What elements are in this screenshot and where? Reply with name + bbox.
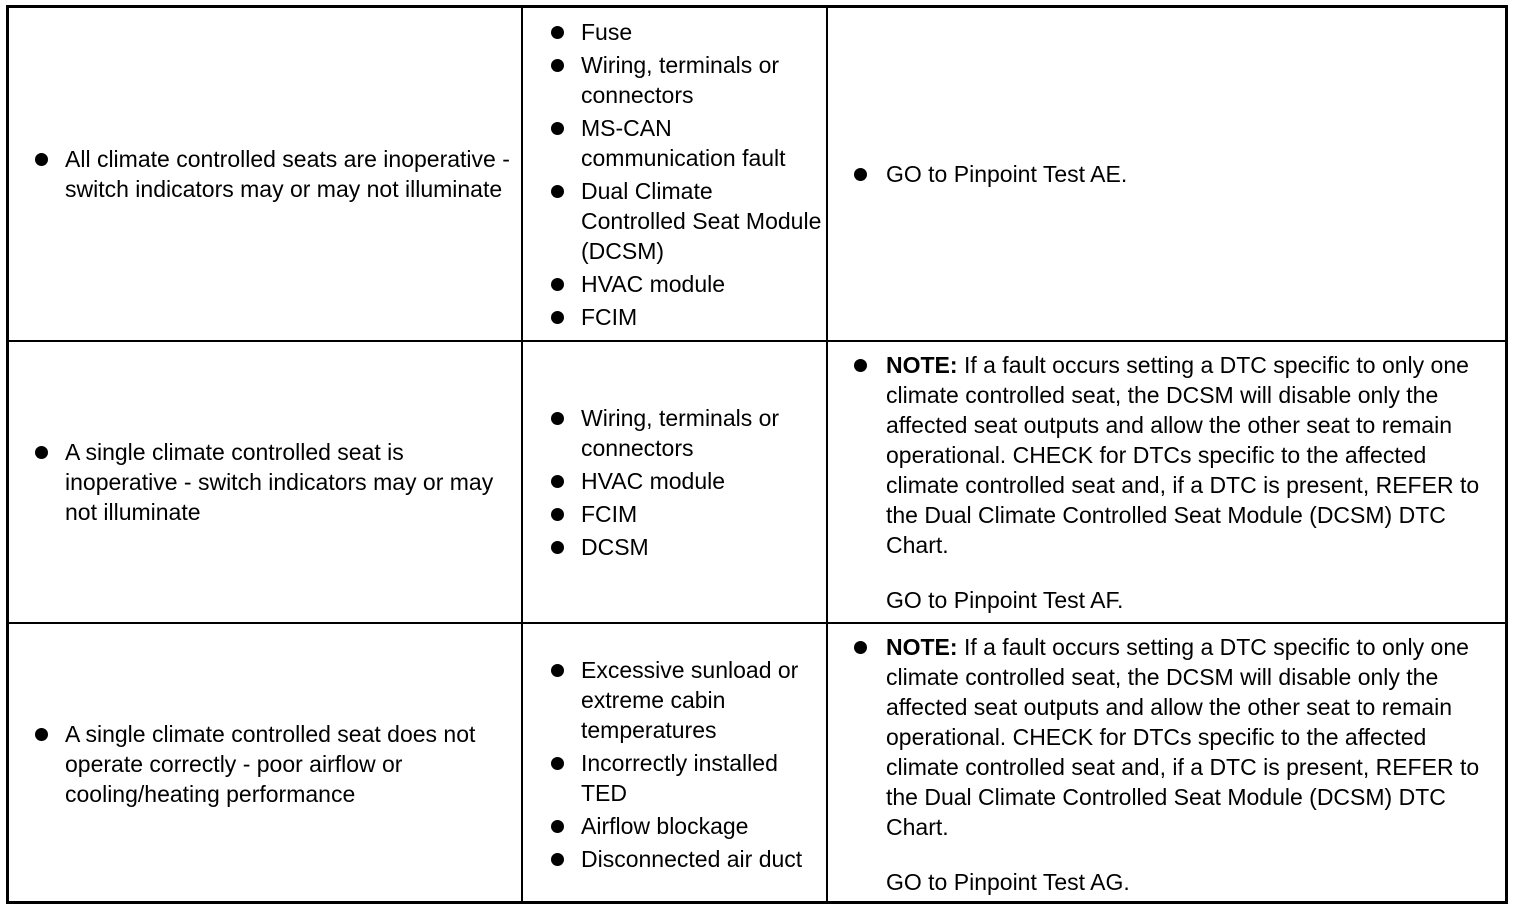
- list-item: [551, 532, 822, 562]
- bullet-icon: [551, 311, 564, 324]
- condition-text: All climate controlled seats are inoperative - switch indicators may or may not illuminate: [65, 146, 510, 202]
- action-text: GO to Pinpoint Test AG.: [886, 868, 1130, 895]
- bullet-icon: [854, 359, 867, 372]
- note-label: NOTE:: [886, 351, 958, 378]
- source-text: MS-CAN communication fault: [581, 114, 786, 171]
- bullet-icon: [551, 278, 564, 291]
- condition-cell: [9, 342, 523, 622]
- bullet-icon: [551, 664, 564, 677]
- list-item: [35, 719, 515, 809]
- bullet-icon: [551, 412, 564, 425]
- list-item: [854, 159, 1499, 189]
- source-text: Excessive sunload or extreme cabin temperatures: [581, 656, 799, 743]
- action-text: GO to Pinpoint Test AE.: [886, 161, 1128, 187]
- bullet-icon: [551, 26, 564, 39]
- source-text: Dual Climate Controlled Seat Module (DCSM): [581, 177, 822, 264]
- action-cell: [828, 624, 1505, 904]
- bullet-icon: [854, 641, 867, 654]
- list-item: [551, 176, 822, 266]
- bullet-icon: [35, 728, 48, 741]
- source-text: Incorrectly installed TED: [581, 749, 778, 806]
- source-text: DCSM: [581, 533, 649, 560]
- possible-sources-cell: [523, 624, 828, 904]
- source-text: Airflow blockage: [581, 812, 749, 839]
- possible-sources-cell: [523, 8, 828, 340]
- table-row: [9, 342, 1505, 624]
- list-item: [551, 499, 822, 529]
- list-item: [551, 748, 822, 808]
- condition-cell: [9, 8, 523, 340]
- condition-text: A single climate controlled seat is inoperative - switch indicators may or may not illuminate: [65, 439, 494, 525]
- bullet-icon: [551, 508, 564, 521]
- bullet-icon: [551, 541, 564, 554]
- bullet-icon: [551, 820, 564, 833]
- bullet-icon: [551, 475, 564, 488]
- list-item: [854, 350, 1499, 615]
- source-text: Wiring, terminals or connectors: [581, 51, 780, 108]
- list-item: [551, 466, 822, 496]
- source-text: FCIM: [581, 500, 638, 527]
- bullet-icon: [551, 122, 564, 135]
- source-text: HVAC module: [581, 467, 726, 494]
- table-row: [9, 624, 1505, 904]
- bullet-icon: [854, 168, 867, 181]
- source-text: Disconnected air duct: [581, 845, 803, 872]
- condition-text: A single climate controlled seat does not operate correctly - poor airflow or cooling/heating performance: [65, 721, 476, 807]
- list-item: [35, 144, 515, 204]
- list-item: [551, 269, 822, 299]
- list-item: [551, 17, 822, 47]
- list-item: [551, 655, 822, 745]
- note-label: NOTE:: [886, 633, 958, 660]
- bullet-icon: [551, 853, 564, 866]
- source-text: HVAC module: [581, 270, 726, 297]
- symptom-chart-table: [6, 5, 1508, 904]
- bullet-icon: [551, 185, 564, 198]
- bullet-icon: [551, 757, 564, 770]
- action-cell: [828, 342, 1505, 622]
- list-item: [551, 844, 822, 874]
- condition-cell: [9, 624, 523, 904]
- list-item: [551, 302, 822, 332]
- source-text: Wiring, terminals or connectors: [581, 404, 780, 461]
- table-row: [9, 8, 1505, 342]
- list-item: [35, 437, 515, 527]
- list-item: [551, 403, 822, 463]
- bullet-icon: [551, 59, 564, 72]
- list-item: [551, 113, 822, 173]
- list-item: [854, 632, 1499, 897]
- source-text: Fuse: [581, 18, 633, 45]
- note-text: If a fault occurs setting a DTC specific to only one climate controlled seat, the DCSM will disable only the affected seat outputs and allow the other seat to remain operational. CHECK for DTCs specific to the affected climate controlled seat and, if a DTC is present, REFER to the Dual Climate Controlled Seat Module (DCSM) DTC Chart.: [886, 633, 1480, 840]
- list-item: [551, 811, 822, 841]
- note-text: If a fault occurs setting a DTC specific to only one climate controlled seat, the DCSM will disable only the affected seat outputs and allow the other seat to remain operational. CHECK for DTCs specific to the affected climate controlled seat and, if a DTC is present, REFER to the Dual Climate Controlled Seat Module (DCSM) DTC Chart.: [886, 351, 1480, 558]
- action-text: GO to Pinpoint Test AF.: [886, 586, 1124, 613]
- bullet-icon: [35, 153, 48, 166]
- source-text: FCIM: [581, 303, 638, 330]
- bullet-icon: [35, 446, 48, 459]
- list-item: [551, 50, 822, 110]
- action-cell: [828, 8, 1505, 340]
- possible-sources-cell: [523, 342, 828, 622]
